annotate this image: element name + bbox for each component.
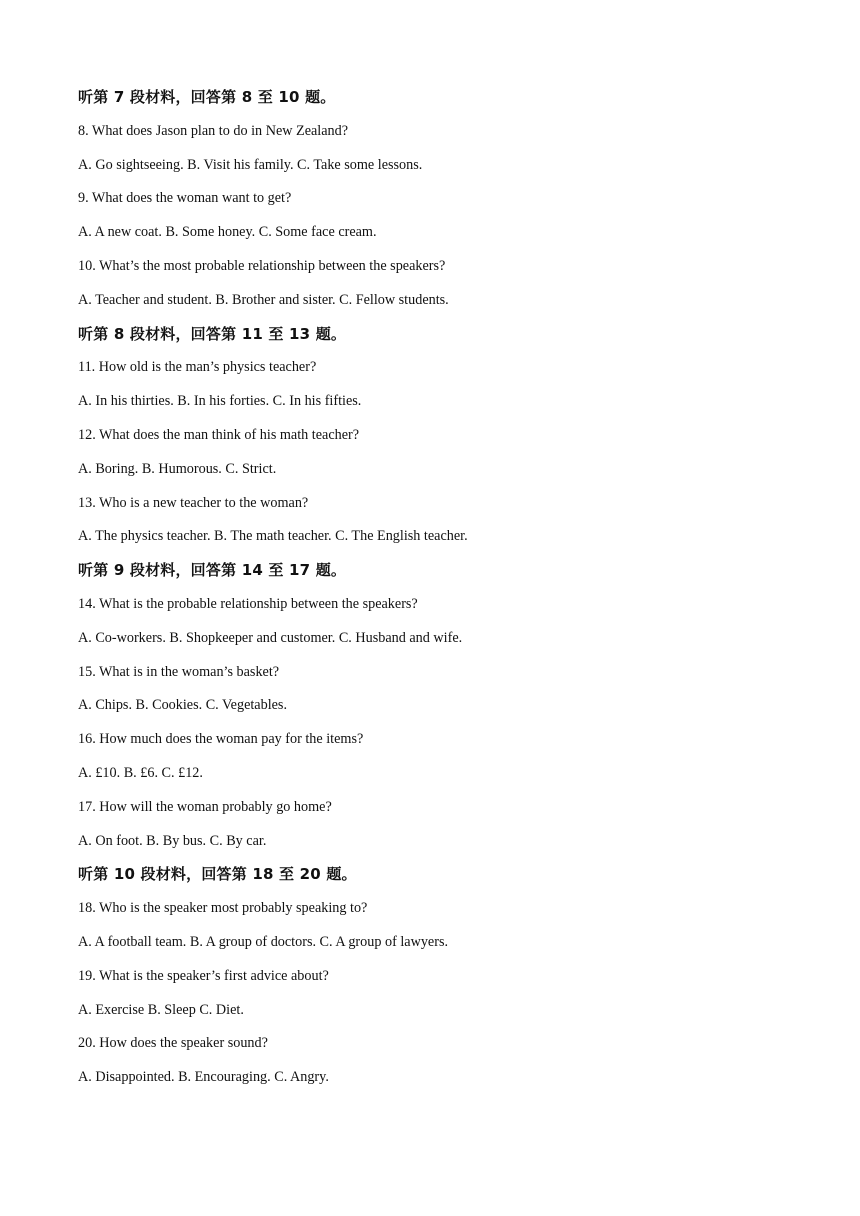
- question-14: 14. What is the probable relationship between the speakers?: [78, 595, 418, 612]
- question-8: 8. What does Jason plan to do in New Zealand?: [78, 122, 349, 139]
- section-heading-9: 听第 9 段材料，回答第 14 至 17 题。: [78, 561, 347, 580]
- options-17: A. On foot. B. By bus. C. By car.: [78, 832, 267, 849]
- options-12: A. Boring. B. Humorous. C. Strict.: [78, 460, 277, 477]
- document-page: [78, 86, 778, 1100]
- options-11: A. In his thirties. B. In his forties. C. In his fifties.: [78, 393, 362, 410]
- section-heading-8: 听第 8 段材料，回答第 11 至 13 题。: [78, 324, 347, 343]
- question-19: 19. What is the speaker’s first advice about?: [78, 967, 329, 984]
- options-20: A. Disappointed. B. Encouraging. C. Angry.: [78, 1069, 329, 1086]
- options-15: A. Chips. B. Cookies. C. Vegetables.: [78, 697, 288, 714]
- options-10: A. Teacher and student. B. Brother and sister. C. Fellow students.: [78, 291, 449, 308]
- question-11: 11. How old is the man’s physics teacher?: [78, 359, 317, 376]
- question-12: 12. What does the man think of his math teacher?: [78, 426, 360, 443]
- question-15: 15. What is in the woman’s basket?: [78, 663, 280, 680]
- options-16: A. £10. B. £6. C. £12.: [78, 764, 203, 781]
- question-13: 13. Who is a new teacher to the woman?: [78, 494, 309, 511]
- options-13: A. The physics teacher. B. The math teacher. C. The English teacher.: [78, 528, 468, 545]
- section-heading-7: 听第 7 段材料，回答第 8 至 10 题。: [78, 88, 336, 106]
- question-9: 9. What does the woman want to get?: [78, 190, 292, 207]
- options-14: A. Co-workers. B. Shopkeeper and customer. C. Husband and wife.: [78, 629, 463, 646]
- options-8: A. Go sightseeing. B. Visit his family. C. Take some lessons.: [78, 156, 423, 173]
- options-19: A. Exercise B. Sleep C. Diet.: [78, 1001, 244, 1018]
- question-16: 16. How much does the woman pay for the items?: [78, 731, 364, 748]
- question-17: 17. How will the woman probably go home?: [78, 798, 332, 815]
- question-10: 10. What’s the most probable relationship between the speakers?: [78, 257, 446, 274]
- section-heading-10: 听第 10 段材料，回答第 18 至 20 题。: [78, 865, 357, 884]
- question-20: 20. How does the speaker sound?: [78, 1035, 268, 1052]
- options-18: A. A football team. B. A group of doctors. C. A group of lawyers.: [78, 933, 449, 950]
- options-9: A. A new coat. B. Some honey. C. Some face cream.: [78, 224, 377, 241]
- question-18: 18. Who is the speaker most probably speaking to?: [78, 900, 368, 917]
